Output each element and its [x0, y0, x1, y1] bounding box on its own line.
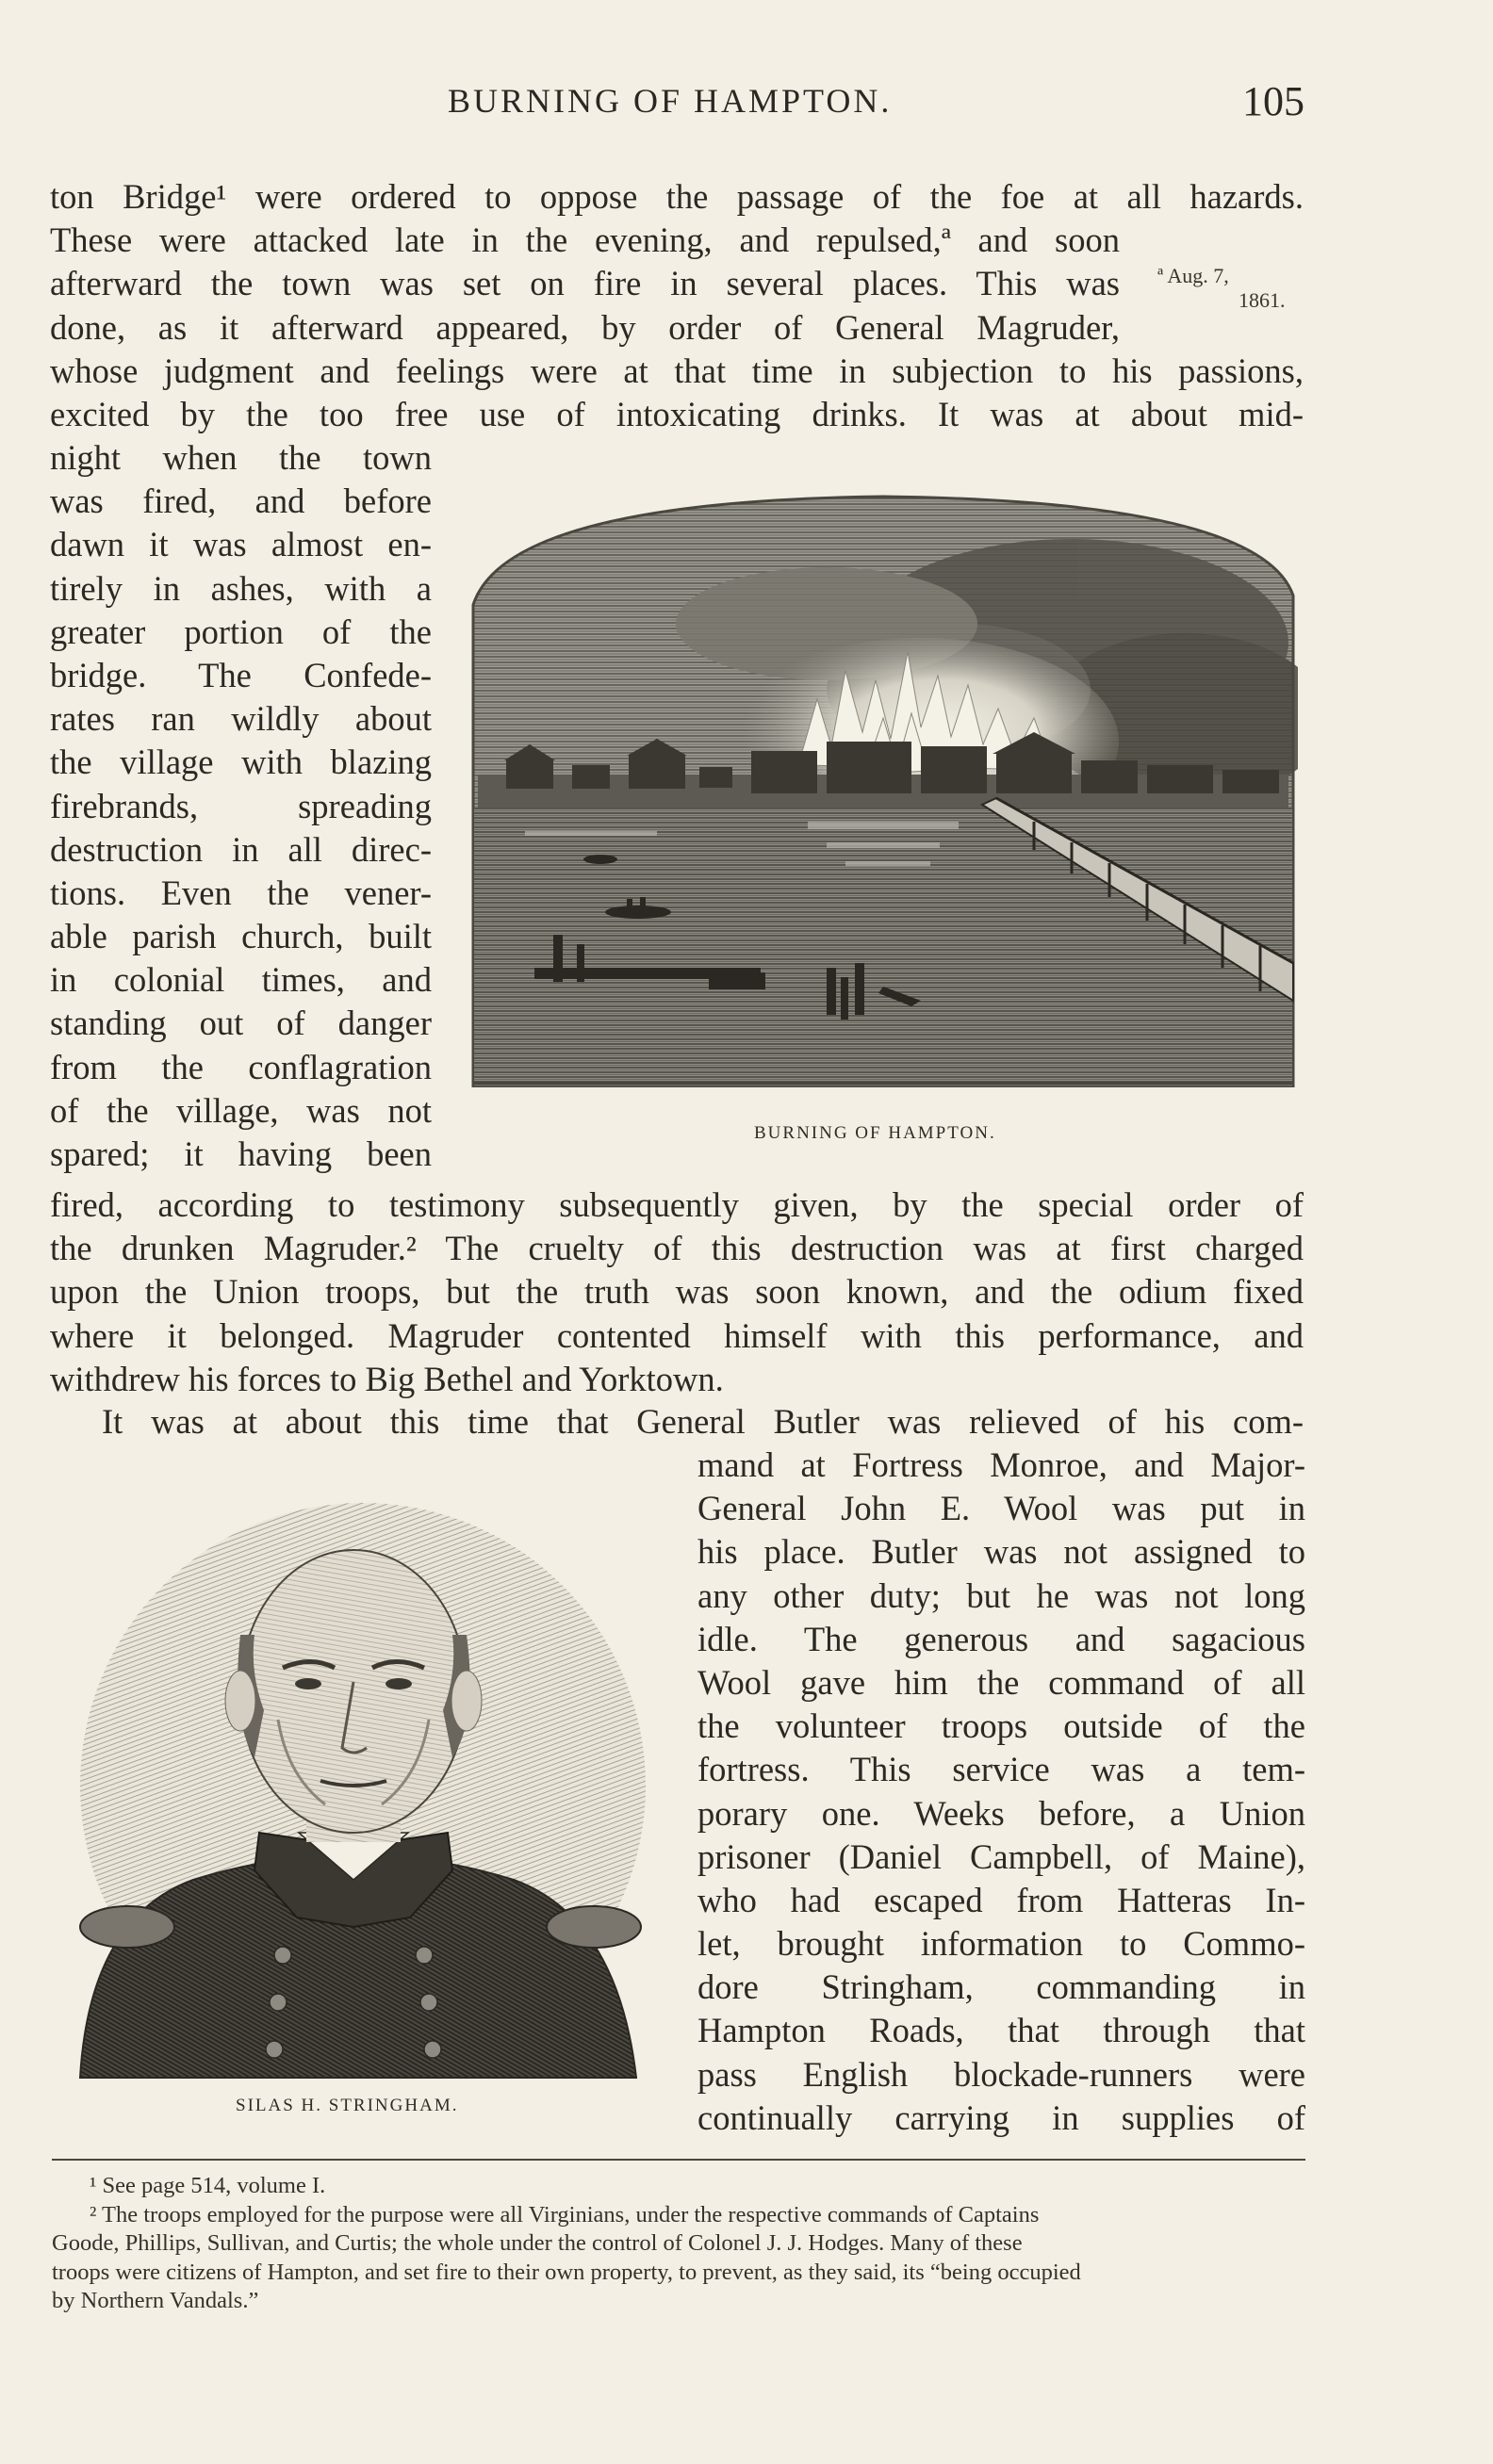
text-line: spared; it having been — [50, 1134, 432, 1173]
paragraph-1-narrow-column — [50, 436, 432, 1176]
text-line: withdrew his forces to Big Bethel and Yorktown. — [50, 1359, 724, 1398]
text-line: any other duty; but he was not long — [697, 1575, 1305, 1615]
text-line: prisoner (Daniel Campbell, of Maine), — [697, 1836, 1305, 1876]
text-line: General John E. Wool was put in — [697, 1489, 1305, 1528]
margin-note-line: ª Aug. 7, — [1157, 264, 1229, 287]
text-line: fired, according to testimony subsequently given, by the special order of — [50, 1185, 1304, 1224]
text-line: Wool gave him the command of all — [697, 1662, 1305, 1702]
portrait-caption: SILAS H. STRINGHAM. — [236, 2096, 459, 2115]
footnote-1: ¹ See page 514, volume I. — [90, 2173, 326, 2198]
running-head — [0, 78, 1493, 128]
footnote-2-line: Goode, Phillips, Sullivan, and Curtis; the whole under the control of Colonel J. J. Hodges. Many of these — [52, 2230, 1023, 2256]
text-line: ton Bridge¹ were ordered to oppose the passage of the foe at all hazards. — [50, 177, 1304, 216]
text-line: dore Stringham, commanding in — [697, 1967, 1305, 2007]
text-line: where it belonged. Magruder contented himself with this performance, and — [50, 1315, 1304, 1355]
text-line: was fired, and before — [50, 481, 432, 521]
text-line: fortress. This service was a tem- — [697, 1750, 1305, 1789]
text-line: bridge. The Confede- — [50, 655, 432, 694]
text-line: night when the town — [50, 438, 432, 477]
text-line: able parish church, built — [50, 917, 432, 956]
text-line: It was at about this time that General Butler was relieved of his com- — [102, 1402, 1304, 1441]
text-line: mand at Fortress Monroe, and Major- — [697, 1445, 1305, 1484]
text-line: idle. The generous and sagacious — [697, 1619, 1305, 1658]
footnote-2-line: ² The troops employed for the purpose were all Virginians, under the respective commands of Captains — [90, 2201, 1040, 2227]
text-line: greater portion of the — [50, 612, 432, 651]
paragraph-2-right-column — [697, 1444, 1305, 2140]
hampton-caption: BURNING OF HAMPTON. — [754, 1123, 996, 1143]
text-line: rates ran wildly about — [50, 699, 432, 739]
text-line: of the village, was not — [50, 1090, 432, 1130]
burning-of-hampton-engraving — [468, 492, 1298, 1087]
text-line: done, as it afterward appeared, by order of General Magruder, — [50, 307, 1120, 347]
river-water — [474, 808, 1292, 1085]
text-line: from the conflagration — [50, 1047, 432, 1086]
text-line: continually carrying in supplies of — [697, 2097, 1305, 2137]
text-line: firebrands, spreading — [50, 786, 432, 825]
margin-note-line: 1861. — [1239, 288, 1286, 312]
text-line: the village with blazing — [50, 742, 432, 782]
margin-date-note — [1156, 264, 1306, 313]
footnotes — [52, 2172, 1310, 2316]
text-line: standing out of danger — [50, 1004, 432, 1043]
text-line: whose judgment and feelings were at that time in subjection to his passions, — [50, 351, 1304, 390]
text-line: tirely in ashes, with a — [50, 568, 432, 608]
text-line: upon the Union troops, but the truth was soon known, and the odium fixed — [50, 1272, 1304, 1312]
footnote-rule — [52, 2159, 1305, 2161]
text-line: the drunken Magruder.² The cruelty of this destruction was at first charged — [50, 1229, 1304, 1268]
stringham-portrait-engraving — [52, 1475, 655, 2092]
text-line: excited by the too free use of intoxicating drinks. It was at about mid- — [50, 394, 1304, 433]
paragraph-1-top — [50, 175, 1304, 436]
text-line: These were attacked late in the evening, and repulsed,ª and soon — [50, 220, 1120, 260]
running-title: BURNING OF HAMPTON. — [448, 82, 893, 120]
text-line: dawn it was almost en- — [50, 525, 432, 564]
text-line: the volunteer troops outside of the — [697, 1706, 1305, 1746]
text-line: let, brought information to Commo- — [697, 1924, 1305, 1964]
text-line: who had escaped from Hatteras In- — [697, 1880, 1305, 1919]
text-line: porary one. Weeks before, a Union — [697, 1793, 1305, 1833]
text-line: in colonial times, and — [50, 960, 432, 1000]
text-line: his place. Butler was not assigned to — [697, 1532, 1305, 1572]
page-number: 105 — [1242, 78, 1304, 124]
paragraph-2-first-line — [50, 1400, 1304, 1444]
text-line: tions. Even the vener- — [50, 873, 432, 912]
paragraph-1-bottom — [50, 1183, 1304, 1401]
text-line: afterward the town was set on fire in several places. This was — [50, 264, 1120, 303]
footnote-2-line: troops were citizens of Hampton, and set fire to their own property, to prevent, as they said, its “being occupied — [52, 2259, 1081, 2285]
text-line: Hampton Roads, that through that — [697, 2011, 1305, 2050]
text-line: pass English blockade-runners were — [697, 2054, 1305, 2094]
footnote-2-line: by Northern Vandals.” — [52, 2288, 259, 2313]
text-line: destruction in all direc- — [50, 829, 432, 869]
